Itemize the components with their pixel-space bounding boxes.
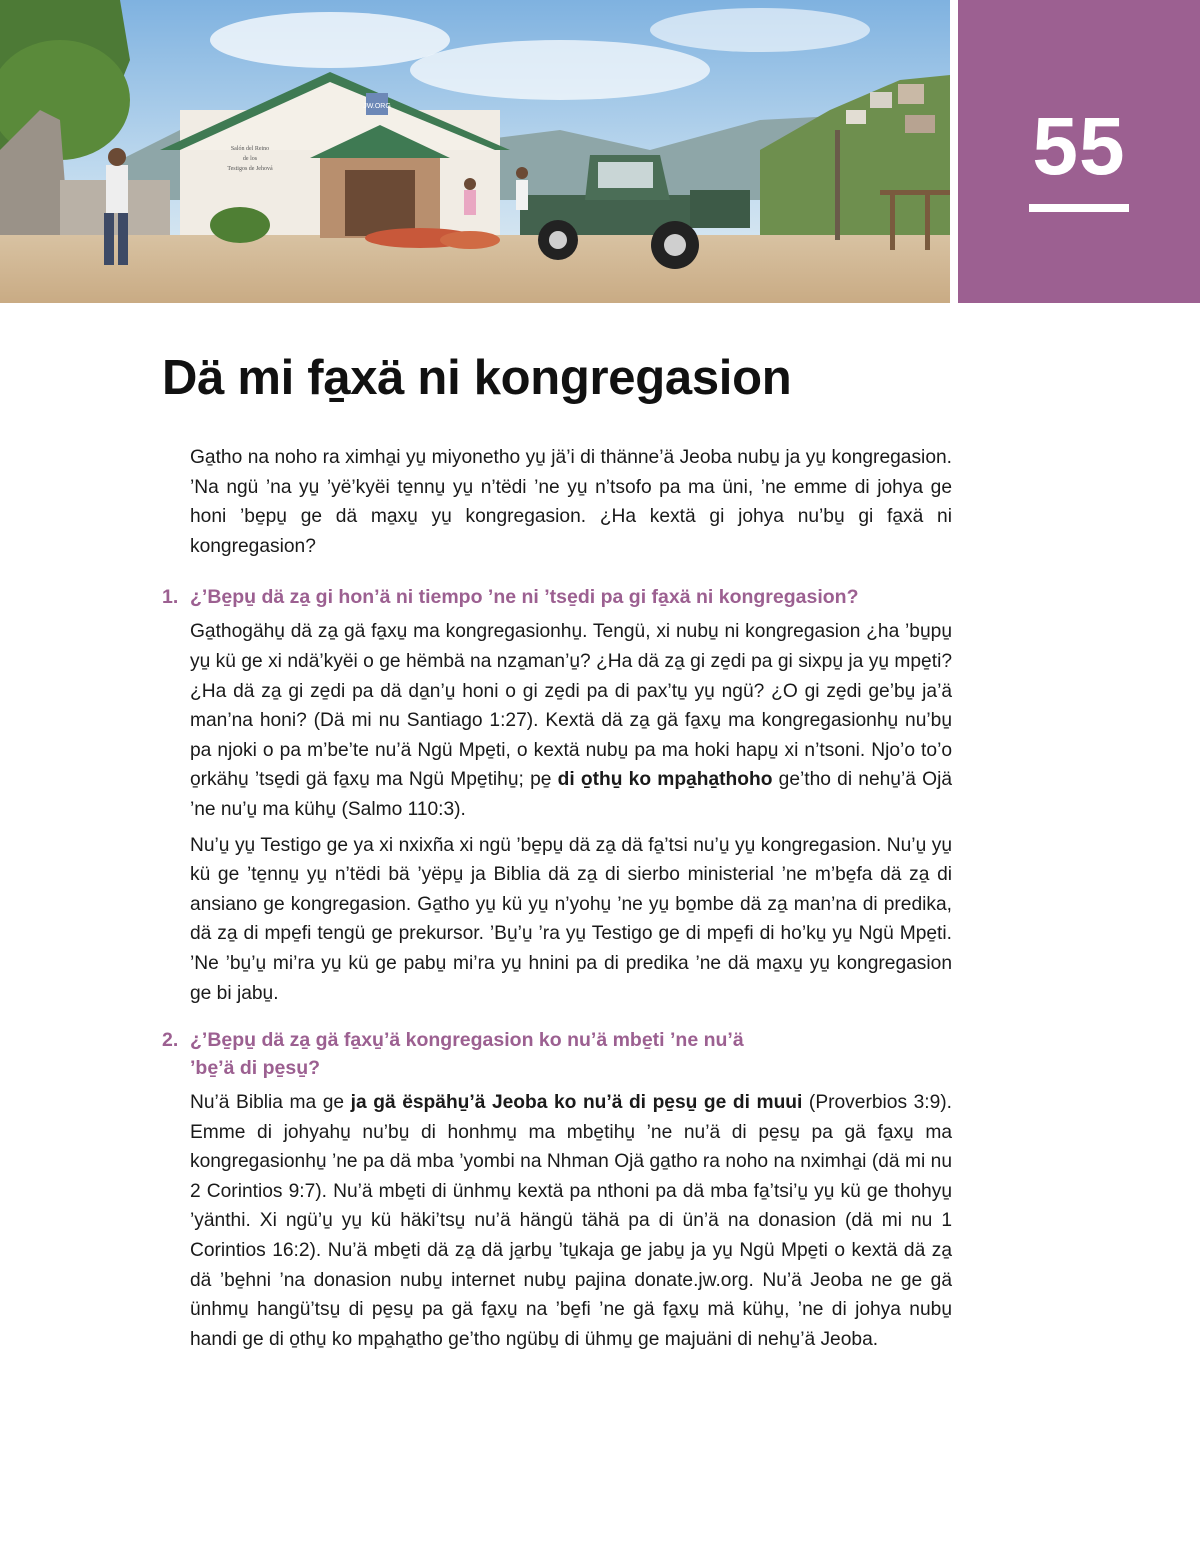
section-2-paragraph-1 <box>190 1088 952 1354</box>
question-2-text <box>190 1026 952 1082</box>
intro-paragraph: Ga̱tho na noho ra ximha̱i yu̱ miyonetho yu̱ jä’i di thänne’ä Jeoba nubu̱ ja yu̱ kongregasion. ’Na ngü ’na yu̱ ’yë’kyëi te̱nnu̱ yu̱ n’tëdi ’ne yu̱ n’tsofo pa ma üni, ’ne emme di johya ge honi ’be̱pu̱ ge dä ma̱xu̱ yu̱ kongregasion. ¿Ha kextä gi johya nu’bu̱ gi fa̱xä ni kongregasion? <box>190 447 952 557</box>
chapter-number: 55 <box>1032 101 1126 192</box>
question-1-number: 1. <box>162 586 179 609</box>
emphasis: di o̱thu̱ ko mpa̱ha̱thoho <box>557 769 773 791</box>
article-body <box>162 443 952 1360</box>
question-1-text: ¿’Be̱pu̱ dä za̱ gi hon’ä ni tiempo ’ne ni ’tse̱di pa gi fa̱xä ni kongregasion? <box>190 586 859 609</box>
sign-line-2: de los <box>242 156 258 162</box>
emphasis: ja gä ëspähu̱’ä Jeoba ko nu’ä di pe̱su̱ ge di muui <box>350 1092 803 1114</box>
text-run: Nu’ä Biblia ma ge <box>190 1092 351 1114</box>
question-2-number: 2. <box>162 1029 179 1052</box>
page-title: Dä mi fa̱xä ni kongregasion <box>162 351 792 405</box>
chapter-badge <box>958 0 1200 303</box>
text-run: (Proverbios 3:9). Emme di johyahu̱ nu’bu̱ di honhmu̱ ma mbe̱tihu̱ ’ne nu’ä di pe̱su̱ pa gä fa̱xu̱ ma kongregasionhu̱ ’ne pa dä mba ’yombi na Nhman Ojä ga̱tho ra noho na nximha̱i (dä mi nu 2 Corintios 9:7). Nu’ä mbe̱ti di ünhmu̱ kextä pa nthoni pa dä mba fa̱’tsi’u̱ yu̱ kü ge thohyu̱ ’yänthi. Xi ngü’u̱ yu̱ kü häki’tsu̱ nu’ä hängü tähä pa di ün’ä na donasion (dä mi nu 1 Corintios 16:2). Nu’ä mbe̱ti dä za̱ dä ja̱rbu̱ ’tu̱kaja ge jabu̱ ja yu̱ Ngü Mpe̱ti o kextä dä za̱ dä ’be̱hni ’na donasion nubu̱ internet nubu̱ pajina donate.jw.org. Nu’ä Jeoba ne ge gä ünhmu̱ hangü’tsu̱ di pe̱su̱ pa gä fa̱xu̱ na ’be̱fi ’ne gä fa̱xu̱ mä kühu̱, ’ne di johya nubu̱ handi ge di o̱thu̱ ko mpa̱ha̱tho ge’tho ngübu̱ di ühmu̱ ge majuäni di nehu̱’ä Jeoba. <box>190 1092 952 1350</box>
kingdom-hall-illustration <box>0 0 950 303</box>
section-1-paragraph-2: Nu’u̱ yu̱ Testigo ge ya xi nxixña xi ngü ’be̱pu̱ dä za̱ dä fa̱’tsi nu’u̱ yu̱ kongregasion. Nu’u̱ yu̱ kü ge ’te̱nnu̱ yu̱ n’tëdi bä ’yëpu̱ ja Biblia dä za̱ di sierbo ministerial ’ne m’be̱fa dä za̱ di ansiano ge kongregasion. Ga̱tho yu̱ kü yu̱ n’yohu̱ ’ne yu̱ bo̱mbe dä za̱ man’na di predika, dä za̱ di mpe̱fi tengü ge prekursor. ’Bu̱’u̱ ’ra yu̱ Testigo ge di mpe̱fi di ho’ku̱ yu̱ Ngü Mpe̱ti. ’Ne ’bu̱’u̱ mi’ra yu̱ kü ge pabu̱ mi’ra yu̱ hnini pa di predika ’ne dä ma̱xu̱ yu̱ kongregasion ge bi jabu̱. <box>190 834 952 1004</box>
chapter-rule <box>1029 204 1129 212</box>
sign-line-3: Testigos de Jehová <box>227 166 273 172</box>
text-run: ge’tho di nehu̱’ä Ojä ’ne nu’u̱ ma kühu̱ (Salmo 110:3). <box>190 769 952 820</box>
question-2-line-2: ’be̱’ä di pe̱su̱? <box>190 1057 321 1080</box>
sign-logo: JW.ORG <box>363 103 391 110</box>
section-1-paragraph-1 <box>190 617 952 824</box>
question-2 <box>162 1026 952 1082</box>
header-photo <box>0 0 950 303</box>
sign-line-1: Salón del Reino <box>230 146 270 152</box>
text-run: Ga̱thogähu̱ dä za̱ gä fa̱xu̱ ma kongregasionhu̱. Tengü, xi nubu̱ ni kongregasion ¿ha ’bu̱pu̱ yu̱ kü ge xi ndä’kyëi o ge hëmbä na nza̱man’u̱? ¿Ha dä za̱ gi ze̱di pa gi sixpu̱ ja yu̱ mpe̱ti? ¿Ha dä za̱ gi ze̱di pa dä da̱n’u̱ honi o gi ze̱di pa di pax’tu̱ yu̱ ngü? ¿O gi ze̱di ge’bu̱ ja’ä man’na honi? (Dä mi nu Santiago 1:27). Kextä dä za̱ gä fa̱xu̱ ma kongregasionhu̱ nu’bu̱ pa njoki o pa m’be’te nu’ä Ngü Mpe̱ti, o kextä nubu̱ pa ma hoki hapu̱ xi n’tsoni. Njo’o to’o o̱rkähu̱ ’tse̱di gä fa̱xu̱ ma Ngü Mpe̱tihu̱; pe̱ <box>190 621 952 791</box>
question-2-line-1: ¿’Be̱pu̱ dä za̱ gä fa̱xu̱’ä kongregasion ko nu’ä mbe̱ti ’ne nu’ä <box>190 1029 744 1052</box>
question-1 <box>162 583 952 611</box>
